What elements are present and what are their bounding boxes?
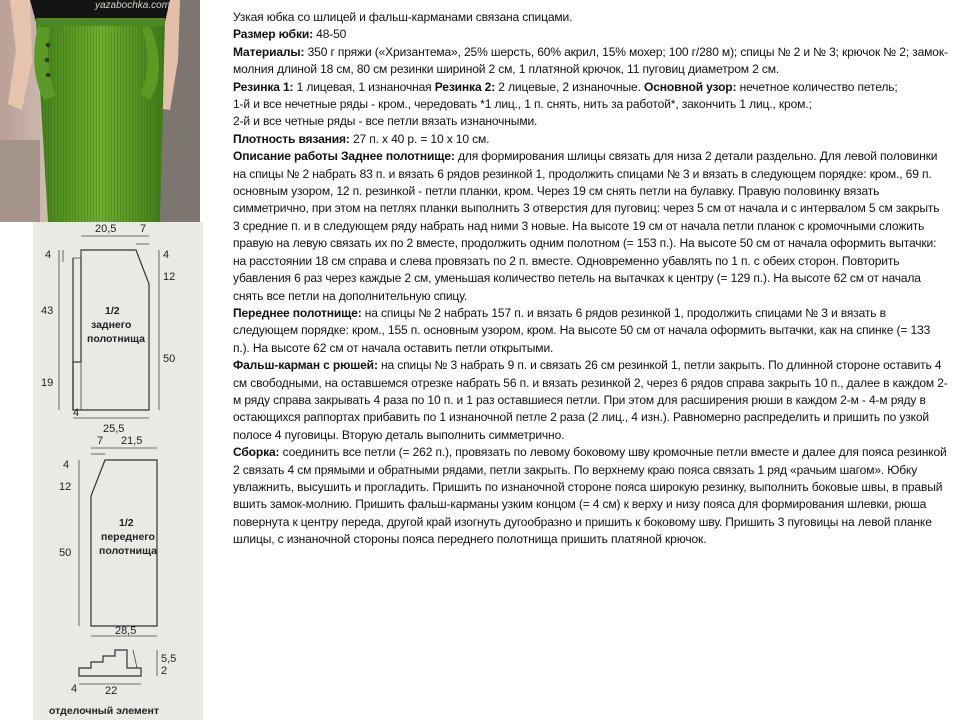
back-dim-left-total: 43 [41, 305, 54, 317]
back-panel-label: Описание работы Заднее полотнище: [233, 149, 455, 164]
front-title-1: 1/2 [119, 517, 134, 529]
back-title-1: 1/2 [105, 305, 120, 317]
rib2-value: 2 лицевые, 2 изнаночные. [495, 79, 645, 94]
materials-paragraph [233, 44, 949, 79]
materials-label: Материалы: [233, 44, 305, 59]
front-dim-bottom: 28,5 [115, 625, 137, 637]
intro-paragraph [233, 9, 949, 26]
back-title-3: полотнища [87, 333, 145, 345]
size-paragraph [233, 26, 949, 43]
front-panel-label: Переднее полотнище: [233, 305, 362, 320]
intro-text: Узкая юбка со шлицей и фальш-карманами связана спицами. [233, 10, 573, 24]
front-panel-value: на спицы № 2 набрать 157 п. и вязать 6 рядов резинкой 1, продолжить спицами № 3 и вязать в следующем порядке: кром., 155 п. основным узором, кром. На высоте 50 см от начала оформить вытачки, как на спинке (= 133 п.). На высоте 62 см от начала оставить петли открытыми. [233, 305, 931, 355]
instructions-text [233, 9, 949, 549]
back-piece-diagram [41, 223, 175, 435]
front-piece-diagram [59, 435, 157, 637]
back-dim-top: 20,5 [95, 223, 117, 235]
gauge-value: 27 п. х 40 р. = 10 х 10 см. [349, 131, 490, 146]
back-dim-right-main: 50 [163, 353, 176, 365]
skirt-photo [0, 0, 200, 222]
front-dim-top-small: 7 [97, 435, 104, 447]
watermark: yazabochka.com [95, 0, 171, 11]
front-dim-left-top: 4 [63, 459, 70, 471]
front-title-2: переднего [101, 531, 155, 543]
pocket-label: Фальш-карман с рюшей: [233, 358, 378, 373]
gauge-label: Плотность вязания: [233, 131, 350, 146]
decorative-element-diagram [49, 650, 176, 717]
element-dim-bottom-small: 4 [71, 683, 78, 695]
back-dim-left-bottom: 19 [41, 377, 54, 389]
back-dim-bottom: 25,5 [103, 423, 125, 435]
back-title-2: заднего [91, 319, 132, 331]
assembly-paragraph [233, 444, 949, 548]
main-pattern-value: нечетное количество петель; [736, 79, 898, 94]
back-panel-value: для формирования шлицы связать для низа 2 детали раздельно. Для левой половинки на спицы № 2 набрать 83 п. и вязать 6 рядов резинкой 1, продолжить спицами № 3 и вязать в следующем порядке: кром., 69 п. основным узором, 12 п. резинкой - петли планки, кром. Через 19 см снять петли на булавку. Правую половинку вязать симметрично, при этом на петлях планки выполнить 3 отверстия для пуговиц: через 5 см от начала и с интервалом 5 см закрыть 3 средние п. и в следующем ряду набрать над ними 3 новые. На высоте 19 см от начала петли планок с кромочными сложить правую на левую связать их по 2 вместе, продолжить одним полотном (= 153 п.). На высоте 50 см от начала оформить вытачки: на расстоянии 18 см справа и слева провязать по 2 п. вместе. Одновременно убавлять по 1 п. с обеих сторон. Повторить убавления 6 раз через каждые 2 см, уменьшая количество петель на вытачках к центру (= 129 п.). На высоте 62 см от начала снять все петли на дополнительную спицу. [233, 149, 940, 303]
schematic-drawings [33, 222, 203, 720]
front-title-3: полотнища [99, 545, 157, 557]
materials-value: 350 г пряжи («Хризантема», 25% шерсть, 60% акрил, 15% мохер; 100 г/280 м); спицы № 2 и № 3; крючок № 2; замок-молния длиной 18 см, 80 см резинки шириной 2 см, 1 платяной крючок, 11 пуговиц диаметром 2 см. [233, 44, 948, 77]
rib2-label: Резинка 2: [434, 79, 496, 94]
gauge-paragraph [233, 131, 949, 148]
element-caption: отделочный элемент [49, 705, 159, 717]
front-dim-left-mid: 12 [59, 481, 72, 493]
rib1-value: 1 лицевая, 1 изнаночная [293, 79, 435, 94]
element-dim-bottom: 22 [105, 685, 118, 697]
even-rows-paragraph [233, 113, 949, 130]
odd-rows-text: 1-й и все нечетные ряды - кром., чередовать *1 лиц., 1 п. снять, нить за работой*, закончить 1 лиц., кром.; [233, 97, 812, 112]
back-dim-bottom-small: 4 [73, 407, 80, 419]
size-label: Размер юбки: [233, 27, 313, 42]
element-dim-right-2: 2 [161, 665, 168, 677]
front-dim-top: 21,5 [121, 435, 143, 447]
back-panel-paragraph [233, 148, 949, 305]
size-value: 48-50 [312, 27, 347, 42]
rib1-label: Резинка 1: [233, 79, 294, 94]
even-rows-text: 2-й и все четные ряды - все петли вязать изнаночными. [233, 114, 538, 129]
front-panel-paragraph [233, 305, 949, 357]
back-dim-left-top: 4 [45, 249, 52, 261]
main-pattern-label: Основной узор: [644, 79, 737, 94]
patterns-paragraph [233, 79, 949, 96]
assembly-label: Сборка: [233, 445, 280, 460]
odd-rows-paragraph [233, 96, 949, 113]
assembly-value: соединить все петли (= 262 п.), провязать по левому боковому шву кромочные петли вместе и далее для пояса резинкой 2 связать 4 см прямыми и обратными рядами, петли закрыть. По верхнему краю пояса связать 1 ряд «рачьим шагом». Юбку увлажнить, высушить и прогладить. Пришить по изнаночной стороне пояса широкую резинку, выполнить боковые швы, в правый вшить замок-молнию. Пришить фальш-карманы узким концом (= 4 см) к верху и низу пояса для формирования шлевки, рюша повернута к центру переда, другой край изогнуть дугообразно и пришить к боковому шву. Пришить 3 пуговицы на левой планке шлицы, с изнаночной стороны пояса переднего полотнища пришить платяной крючок. [233, 445, 947, 547]
front-dim-left-main: 50 [59, 547, 72, 559]
pocket-paragraph [233, 357, 949, 444]
element-dim-right-1: 5,5 [161, 653, 177, 665]
skirt-photo-image [0, 0, 200, 222]
back-dim-right-top: 4 [163, 249, 170, 261]
back-dim-right-mid: 12 [163, 271, 176, 283]
pocket-value: на спицы № 3 набрать 9 п. и связать 26 см резинкой 1, петли закрыть. По длинной стороне оставить 4 см свободными, на оставшемся отрезке набрать 56 п. и вязать резинкой 2, через 6 рядов справа закрыть 10 п., далее в каждом 2-м ряду справа закрывать 4 раза по 10 п. и 1 раз оставшиеся петли. При этом для расширения рюши в каждом 2-м - 4-м ряду в остающихся раппортах прибавить по 1 изнаночной петле 2 раза (2 лиц., 4 изн.). Равномерно распределить и пришить по узкой полосе 4 пуговицы. Вторую деталь выполнить симметрично. [233, 358, 948, 442]
schematics-panel [33, 222, 203, 720]
back-dim-top-small: 7 [140, 223, 147, 235]
